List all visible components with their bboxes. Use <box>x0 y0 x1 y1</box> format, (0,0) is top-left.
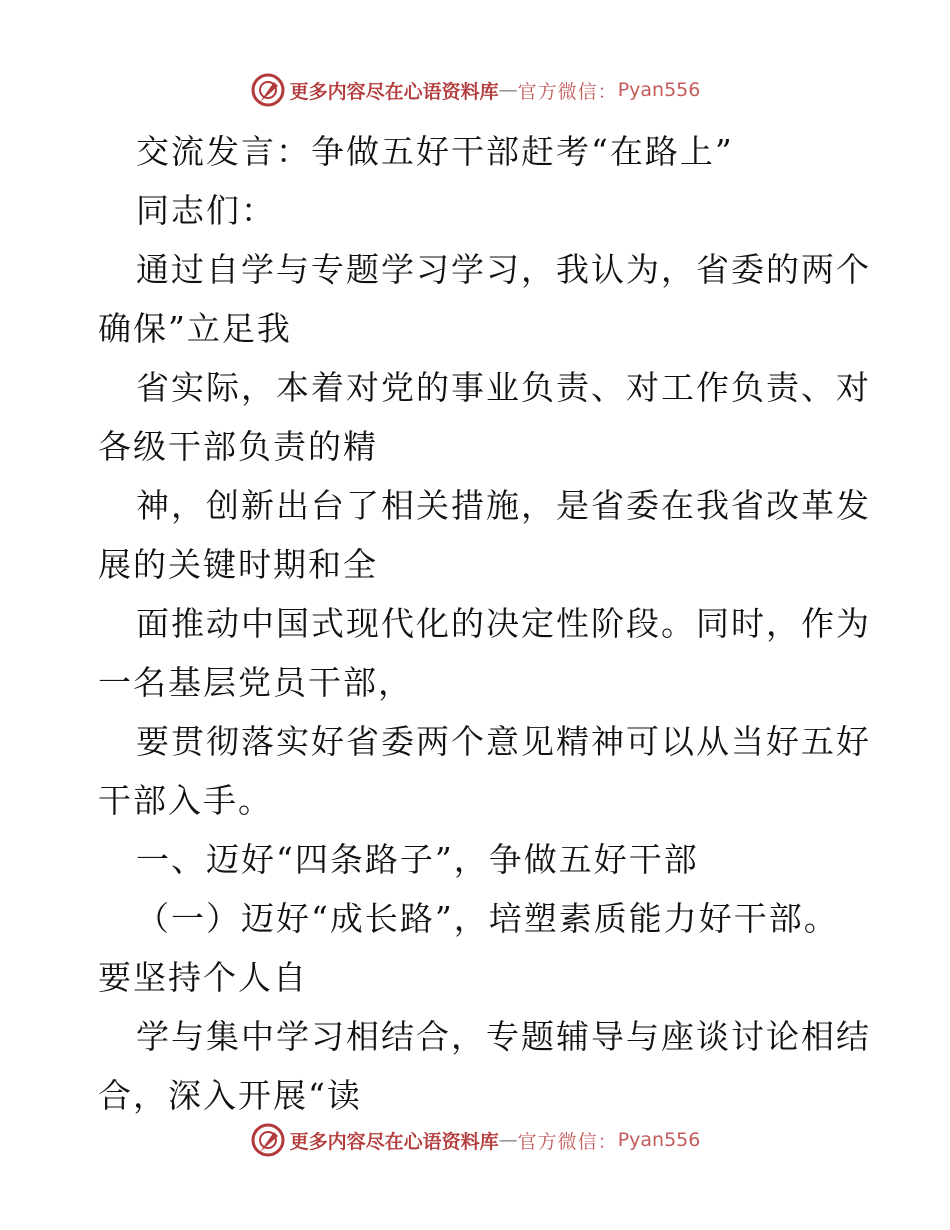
text-line: 交流发言：争做五好干部赶考“在路上” <box>136 132 734 171</box>
brand-logo-icon <box>250 72 286 108</box>
footer-watermark <box>0 1120 950 1160</box>
watermark-brand: 更多内容尽在心语资料库 <box>289 1130 499 1153</box>
text-line: 要坚持个人自 <box>98 958 308 997</box>
header-watermark <box>0 70 950 110</box>
text-line: 合，深入开展“读 <box>98 1076 362 1115</box>
watermark-separator: — <box>498 1129 518 1151</box>
text-line: 同志们： <box>136 191 276 230</box>
watermark-brand: 更多内容尽在心语资料库 <box>289 80 499 103</box>
text-line: 省实际，本着对党的事业负责、对工作负责、对 <box>136 368 871 407</box>
document-body <box>98 122 871 1125</box>
text-line: 面推动中国式现代化的决定性阶段。同时，作为 <box>136 604 871 643</box>
text-line: 展的关键时期和全 <box>98 545 378 584</box>
text-line: 各级干部负责的精 <box>98 427 378 466</box>
watermark-contact: 官方微信： <box>517 80 618 103</box>
watermark-id: Pyan556 <box>617 79 701 101</box>
text-line: 神，创新出台了相关措施，是省委在我省改革发 <box>136 486 871 525</box>
watermark-id: Pyan556 <box>617 1129 701 1151</box>
watermark-separator: — <box>498 79 518 101</box>
text-line: 干部入手。 <box>98 781 273 820</box>
text-line: 一名基层党员干部， <box>98 663 413 702</box>
text-line: 通过自学与专题学习学习，我认为，省委的两个 <box>136 250 871 289</box>
text-line: 学与集中学习相结合，专题辅导与座谈讨论相结 <box>136 1017 871 1056</box>
text-line: 要贯彻落实好省委两个意见精神可以从当好五好 <box>136 722 871 761</box>
text-line: 一、迈好“四条路子”，争做五好干部 <box>136 840 699 879</box>
brand-logo-icon <box>250 1122 286 1158</box>
watermark-contact: 官方微信： <box>517 1130 618 1153</box>
text-line: （一）迈好“成长路”，培塑素质能力好干部。 <box>136 899 839 938</box>
text-line: 确保”立足我 <box>98 309 292 348</box>
